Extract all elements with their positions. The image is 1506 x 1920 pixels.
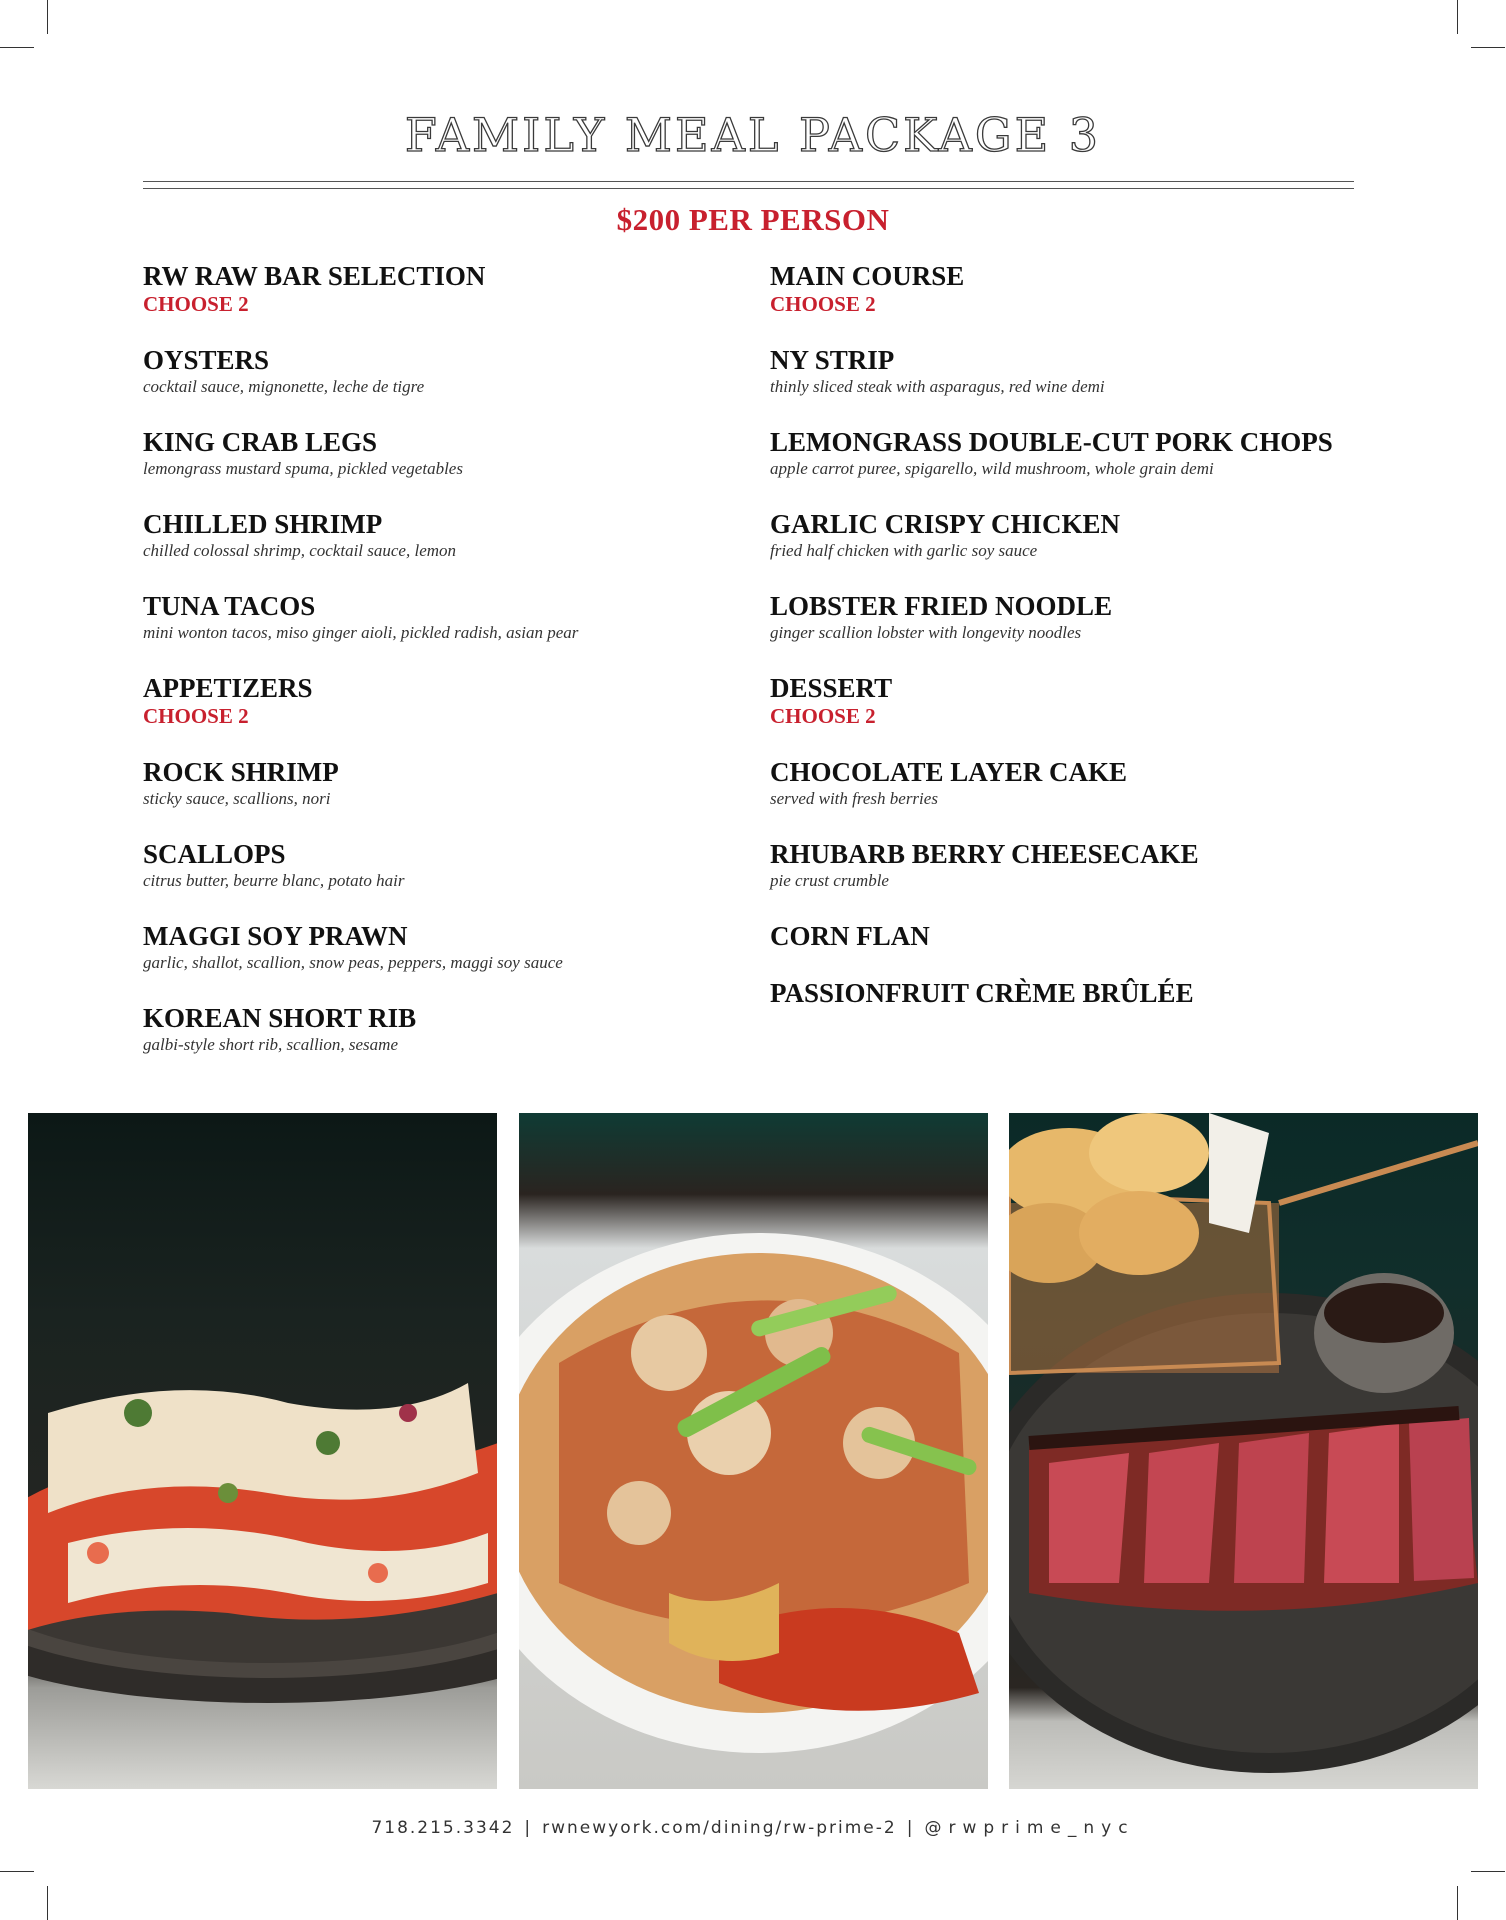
section-dessert — [770, 673, 1470, 729]
phone-number[interactable]: 718.215.3342 — [371, 1818, 515, 1838]
menu-item — [770, 345, 1470, 398]
menu-item — [143, 427, 783, 480]
item-description: mini wonton tacos, miso ginger aioli, pickled radish, asian pear — [143, 623, 579, 642]
item-name: OYSTERS — [143, 345, 270, 375]
menu-item — [770, 757, 1470, 810]
item-name: ROCK SHRIMP — [143, 757, 339, 787]
price-per-person: $200 PER PERSON — [616, 202, 890, 237]
menu-item — [770, 591, 1470, 644]
section-main-course — [770, 261, 1470, 317]
section-title: APPETIZERS — [143, 673, 313, 703]
footer-contact — [0, 1818, 1506, 1838]
section-title: RW RAW BAR SELECTION — [143, 261, 486, 291]
crop-mark — [47, 0, 48, 34]
item-name: SCALLOPS — [143, 839, 286, 869]
crop-mark — [47, 1886, 48, 1920]
page-title: FAMILY MEAL PACKAGE 3 — [404, 108, 1102, 162]
crop-mark — [1457, 0, 1458, 34]
section-choose: CHOOSE 2 — [143, 704, 249, 728]
lobster-fried-noodle-photo — [519, 1113, 988, 1789]
crop-mark — [0, 47, 34, 48]
menu-item — [143, 509, 783, 562]
menu-item — [770, 839, 1470, 892]
item-name: CHOCOLATE LAYER CAKE — [770, 757, 1128, 787]
menu-item — [143, 345, 783, 398]
section-choose: CHOOSE 2 — [143, 292, 249, 316]
crop-mark — [1471, 1871, 1505, 1872]
section-title: DESSERT — [770, 673, 893, 703]
social-handle[interactable]: @rwprime_nyc — [924, 1818, 1135, 1838]
item-name: KING CRAB LEGS — [143, 427, 378, 457]
crop-mark — [0, 1871, 34, 1872]
menu-column-left — [143, 261, 783, 1085]
menu-item — [143, 839, 783, 892]
section-choose: CHOOSE 2 — [770, 292, 876, 316]
item-description: garlic, shallot, scallion, snow peas, peppers, maggi soy sauce — [143, 953, 563, 972]
menu-item — [143, 591, 783, 644]
section-appetizers — [143, 673, 783, 729]
footer-separator: | — [906, 1818, 915, 1838]
item-description: chilled colossal shrimp, cocktail sauce, lemon — [143, 541, 457, 560]
menu-item — [770, 921, 1470, 952]
section-title: MAIN COURSE — [770, 261, 965, 291]
item-description: served with fresh berries — [770, 789, 938, 808]
steak-with-chips-photo — [1009, 1113, 1478, 1789]
item-name: LEMONGRASS DOUBLE-CUT PORK CHOPS — [770, 427, 1333, 457]
title-divider — [143, 181, 1354, 189]
item-name: RHUBARB BERRY CHEESECAKE — [770, 839, 1199, 869]
item-description: lemongrass mustard spuma, pickled vegetables — [143, 459, 463, 478]
item-description: ginger scallion lobster with longevity noodles — [770, 623, 1082, 642]
menu-item — [770, 427, 1470, 480]
item-name: MAGGI SOY PRAWN — [143, 921, 408, 951]
menu-column-right — [770, 261, 1470, 1035]
menu-item — [143, 757, 783, 810]
item-name: CHILLED SHRIMP — [143, 509, 383, 539]
section-raw-bar — [143, 261, 783, 317]
item-description: fried half chicken with garlic soy sauce — [770, 541, 1038, 560]
item-description: sticky sauce, scallions, nori — [143, 789, 331, 808]
section-choose: CHOOSE 2 — [770, 704, 876, 728]
item-name: GARLIC CRISPY CHICKEN — [770, 509, 1121, 539]
website-link[interactable]: rwnewyork.com/dining/rw-prime-2 — [542, 1818, 897, 1838]
item-description: citrus butter, beurre blanc, potato hair — [143, 871, 405, 890]
item-description: apple carrot puree, spigarello, wild mushroom, whole grain demi — [770, 459, 1214, 478]
menu-item — [770, 978, 1470, 1009]
menu-item — [143, 921, 783, 974]
item-name: KOREAN SHORT RIB — [143, 1003, 417, 1033]
item-description: galbi-style short rib, scallion, sesame — [143, 1035, 398, 1054]
item-name: CORN FLAN — [770, 921, 930, 951]
footer-separator: | — [524, 1818, 533, 1838]
item-description: cocktail sauce, mignonette, leche de tigre — [143, 377, 425, 396]
crop-mark — [1471, 47, 1505, 48]
item-name: LOBSTER FRIED NOODLE — [770, 591, 1113, 621]
menu-item — [770, 509, 1470, 562]
item-name: TUNA TACOS — [143, 591, 316, 621]
item-name: PASSIONFRUIT CRÈME BRÛLÉE — [770, 978, 1194, 1008]
item-name: NY STRIP — [770, 345, 895, 375]
king-crab-legs-photo — [28, 1113, 497, 1789]
menu-item — [143, 1003, 783, 1056]
crop-mark — [1457, 1886, 1458, 1920]
item-description: thinly sliced steak with asparagus, red wine demi — [770, 377, 1105, 396]
item-description: pie crust crumble — [770, 871, 889, 890]
